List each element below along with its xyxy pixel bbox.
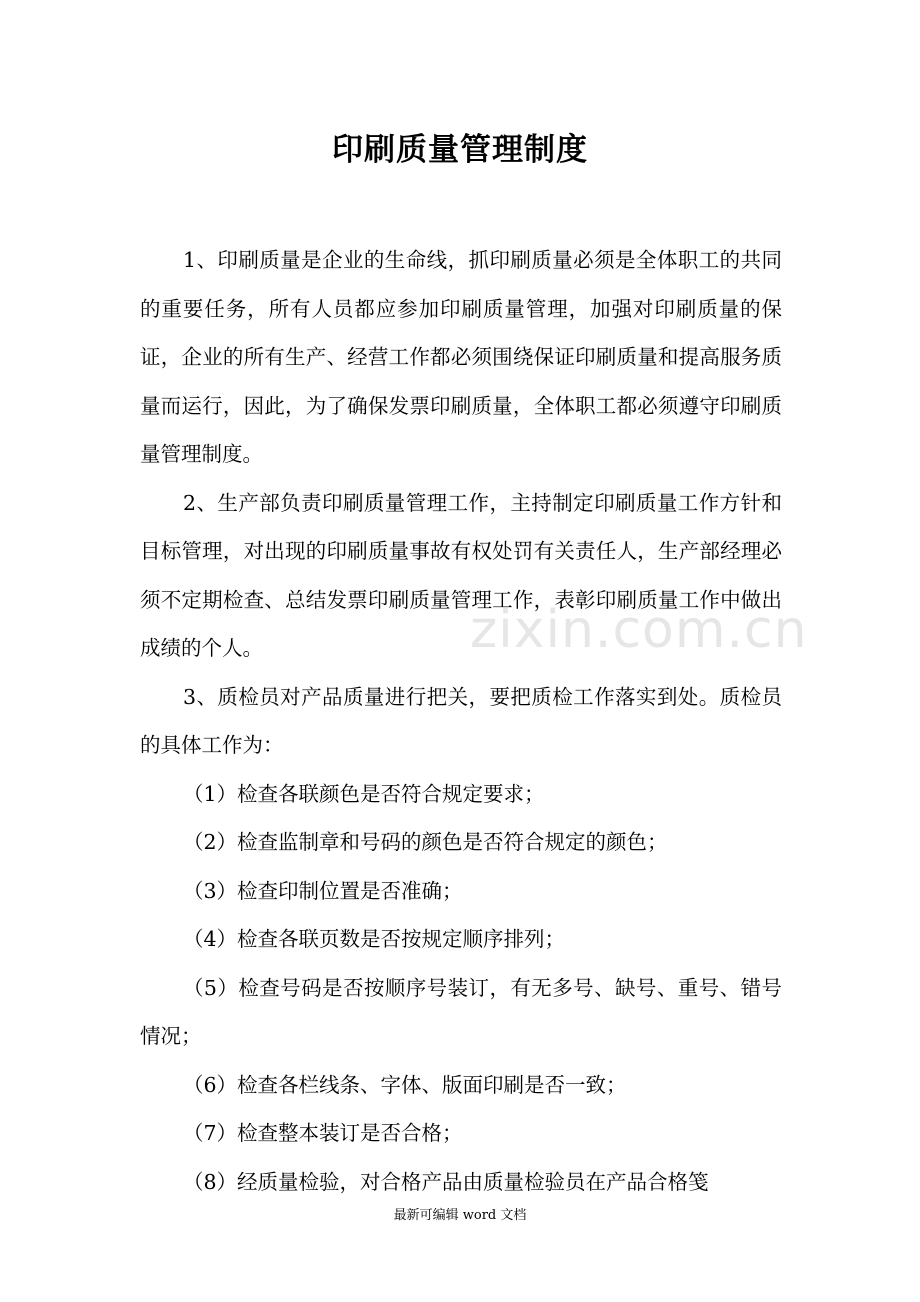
list-item: （3）检查印制位置是否准确； <box>183 878 463 903</box>
paragraph-2: 2、生产部负责印刷质量管理工作，主持制定印刷质量工作方针和目标管理，对出现的印刷质量事故有权处罚有关责任人，生产部经理必须不定期检查、总结发票印刷质量管理工作，表彰印刷质量工作中做出成绩的个人。 <box>140 490 782 660</box>
list-item: （2）检查监制章和号码的颜色是否符合规定的颜色； <box>183 830 668 854</box>
document-body <box>140 236 782 1206</box>
paragraph-1: 1、印刷质量是企业的生命线，抓印刷质量必须是全体职工的共同的重要任务，所有人员都应参加印刷质量管理，加强对印刷质量的保证，企业的所有生产、经营工作都必须围绕保证印刷质量和提高服务质量而运行，因此，为了确保发票印刷质量，全体职工都必须遵守印刷质量管理制度。 <box>140 248 782 466</box>
list-item: （8）经质量检验，对合格产品由质量检验员在产品合格笺 <box>183 1169 709 1194</box>
document-title: 印刷质量管理制度 <box>332 132 588 168</box>
page-footer: 最新可编辑 word 文档 <box>393 1208 527 1223</box>
list-item: （5）检查号码是否按顺序号装订，有无多号、缺号、重号、错号情况； <box>140 975 782 1048</box>
list-item: （1）检查各联颜色是否符合规定要求； <box>183 781 545 806</box>
list-item: （7）检查整本装订是否合格； <box>183 1121 463 1145</box>
paragraph-3: 3、质检员对产品质量进行把关，要把质检工作落实到处。质检员的具体工作为： <box>140 684 782 757</box>
watermark: zixin.com.cn <box>470 600 808 660</box>
list-item: （4）检查各联页数是否按规定顺序排列； <box>183 927 566 951</box>
list-item: （6）检查各栏线条、字体、版面印刷是否一致； <box>183 1072 627 1097</box>
